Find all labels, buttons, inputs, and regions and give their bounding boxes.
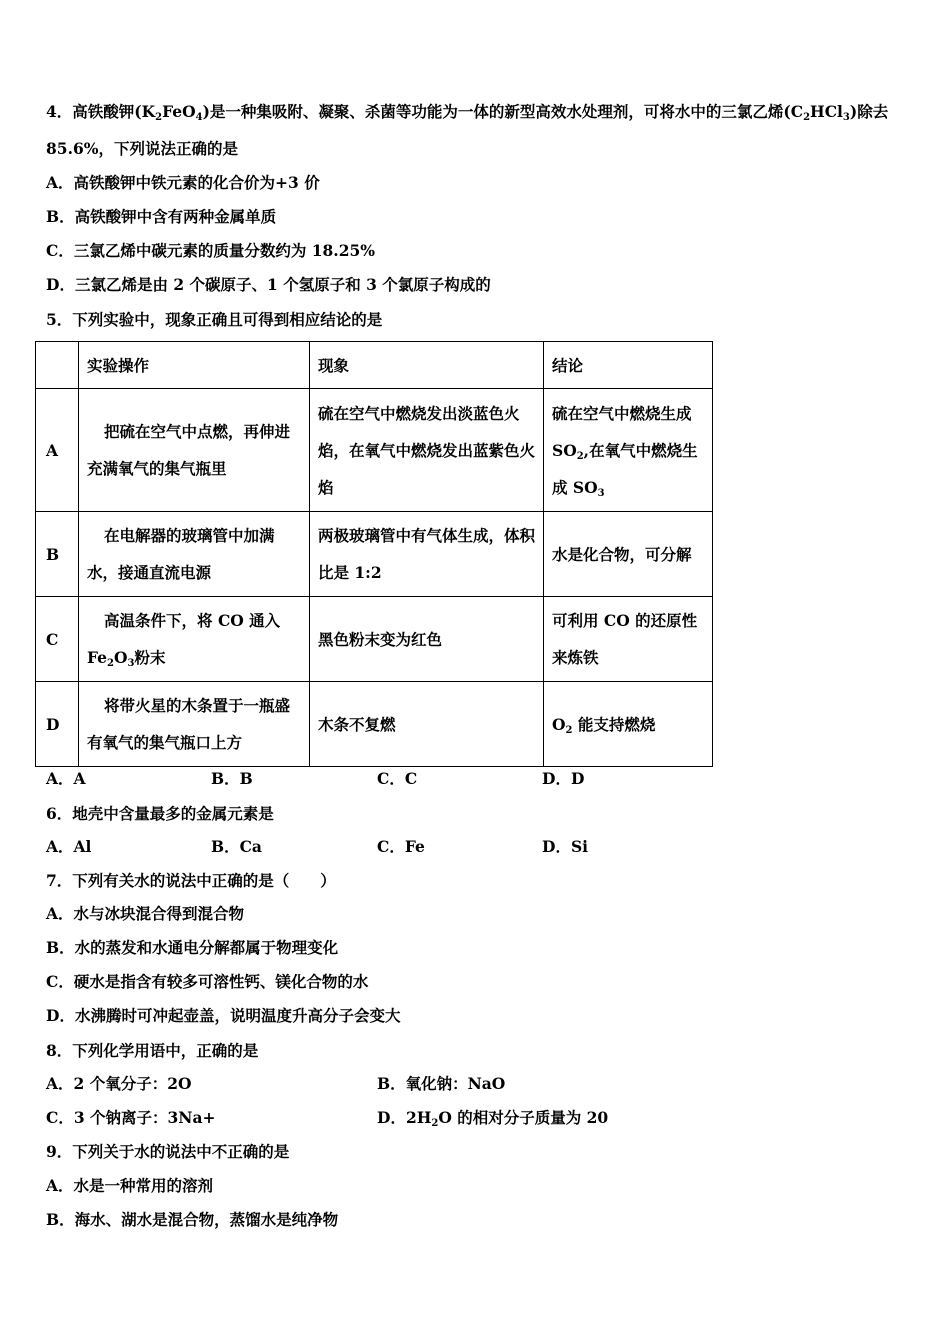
q6-option-c: C．Fe: [377, 837, 425, 856]
q4-stem-line1: 4．高铁酸钾$(K_2FeO_4)$是一种集吸附、凝聚、杀菌等功能为一体的新型高效水处理剂，可将水中的三氯乙烯$(C_2HCl_3)$除去: [46, 102, 889, 123]
row-phenomenon: 硫在空气中燃烧发出淡蓝色火焰，在氧气中燃烧发出蓝紫色火焰: [310, 389, 544, 512]
row-label: D: [36, 682, 79, 767]
table-row-a: [36, 389, 713, 512]
row-operation: 把硫在空气中点燃，再伸进充满氧气的集气瓶里: [79, 389, 310, 512]
row-conclusion: $O_2$ 能支持燃烧: [544, 682, 713, 767]
q5-stem: 5．下列实验中，现象正确且可得到相应结论的是: [46, 310, 383, 329]
row-operation: 将带火星的木条置于一瓶盛有氧气的集气瓶口上方: [79, 682, 310, 767]
table-row-c: [36, 597, 713, 682]
table-row-d: [36, 682, 713, 767]
experiment-table: [35, 341, 713, 767]
q4-stem-line2: 85.6%，下列说法正确的是: [46, 139, 238, 158]
q5-option-d: D．D: [542, 769, 585, 788]
row-label: A: [36, 389, 79, 512]
q7-option-a: A．水与冰块混合得到混合物: [46, 904, 245, 923]
q4-option-a: A．高铁酸钾中铁元素的化合价为+3 价: [46, 173, 320, 192]
header-conclusion: 结论: [544, 342, 713, 389]
q7-option-b: B．水的蒸发和水通电分解都属于物理变化: [46, 938, 339, 957]
row-phenomenon: 两极玻璃管中有气体生成，体积比是 1:2: [310, 512, 544, 597]
q7-stem: 7．下列有关水的说法中正确的是（ ）: [46, 871, 336, 890]
q8-option-d: D．$2H_2O$ 的相对分子质量为 20: [377, 1108, 609, 1129]
q9-stem: 9．下列关于水的说法中不正确的是: [46, 1142, 290, 1161]
q6-option-d: D．Si: [542, 837, 589, 856]
row-operation: 高温条件下，将 CO 通入 $Fe_2O_3$粉末: [79, 597, 310, 682]
q4-option-b: B．高铁酸钾中含有两种金属单质: [46, 207, 277, 226]
q7-option-c: C．硬水是指含有较多可溶性钙、镁化合物的水: [46, 972, 369, 991]
q8-option-c: C．3 个钠离子：3Na+: [46, 1108, 216, 1127]
row-operation: 在电解器的玻璃管中加满水，接通直流电源: [79, 512, 310, 597]
q7-option-d: D．水沸腾时可冲起壶盖，说明温度升高分子会变大: [46, 1006, 401, 1025]
q9-option-b: B．海水、湖水是混合物，蒸馏水是纯净物: [46, 1210, 339, 1229]
q6-option-a: A．Al: [46, 837, 92, 856]
q5-option-c: C．C: [377, 769, 418, 788]
row-label: C: [36, 597, 79, 682]
q6-stem: 6．地壳中含量最多的金属元素是: [46, 804, 274, 823]
table-header-row: [36, 342, 713, 389]
row-phenomenon: 木条不复燃: [310, 682, 544, 767]
q4-option-c: C．三氯乙烯中碳元素的质量分数约为 18.25%: [46, 241, 375, 260]
header-phenomenon: 现象: [310, 342, 544, 389]
row-conclusion: 水是化合物，可分解: [544, 512, 713, 597]
row-label: B: [36, 512, 79, 597]
q8-option-a: A．2 个氧分子：2O: [46, 1074, 192, 1093]
q5-option-a: A．A: [46, 769, 86, 788]
header-blank: [36, 342, 79, 389]
q5-option-b: B．B: [211, 769, 253, 788]
q9-option-a: A．水是一种常用的溶剂: [46, 1176, 214, 1195]
header-operation: 实验操作: [79, 342, 310, 389]
row-conclusion: 硫在空气中燃烧生成 $SO_2$,在氧气中燃烧生成 $SO_3$: [544, 389, 713, 512]
q8-stem: 8．下列化学用语中，正确的是: [46, 1041, 259, 1060]
q8-option-b: B．氧化钠：NaO: [377, 1074, 506, 1093]
q4-option-d: D．三氯乙烯是由 2 个碳原子、1 个氢原子和 3 个氯原子构成的: [46, 275, 491, 294]
row-conclusion: 可利用 CO 的还原性来炼铁: [544, 597, 713, 682]
row-phenomenon: 黑色粉末变为红色: [310, 597, 544, 682]
q6-option-b: B．Ca: [211, 837, 262, 856]
table-row-b: [36, 512, 713, 597]
